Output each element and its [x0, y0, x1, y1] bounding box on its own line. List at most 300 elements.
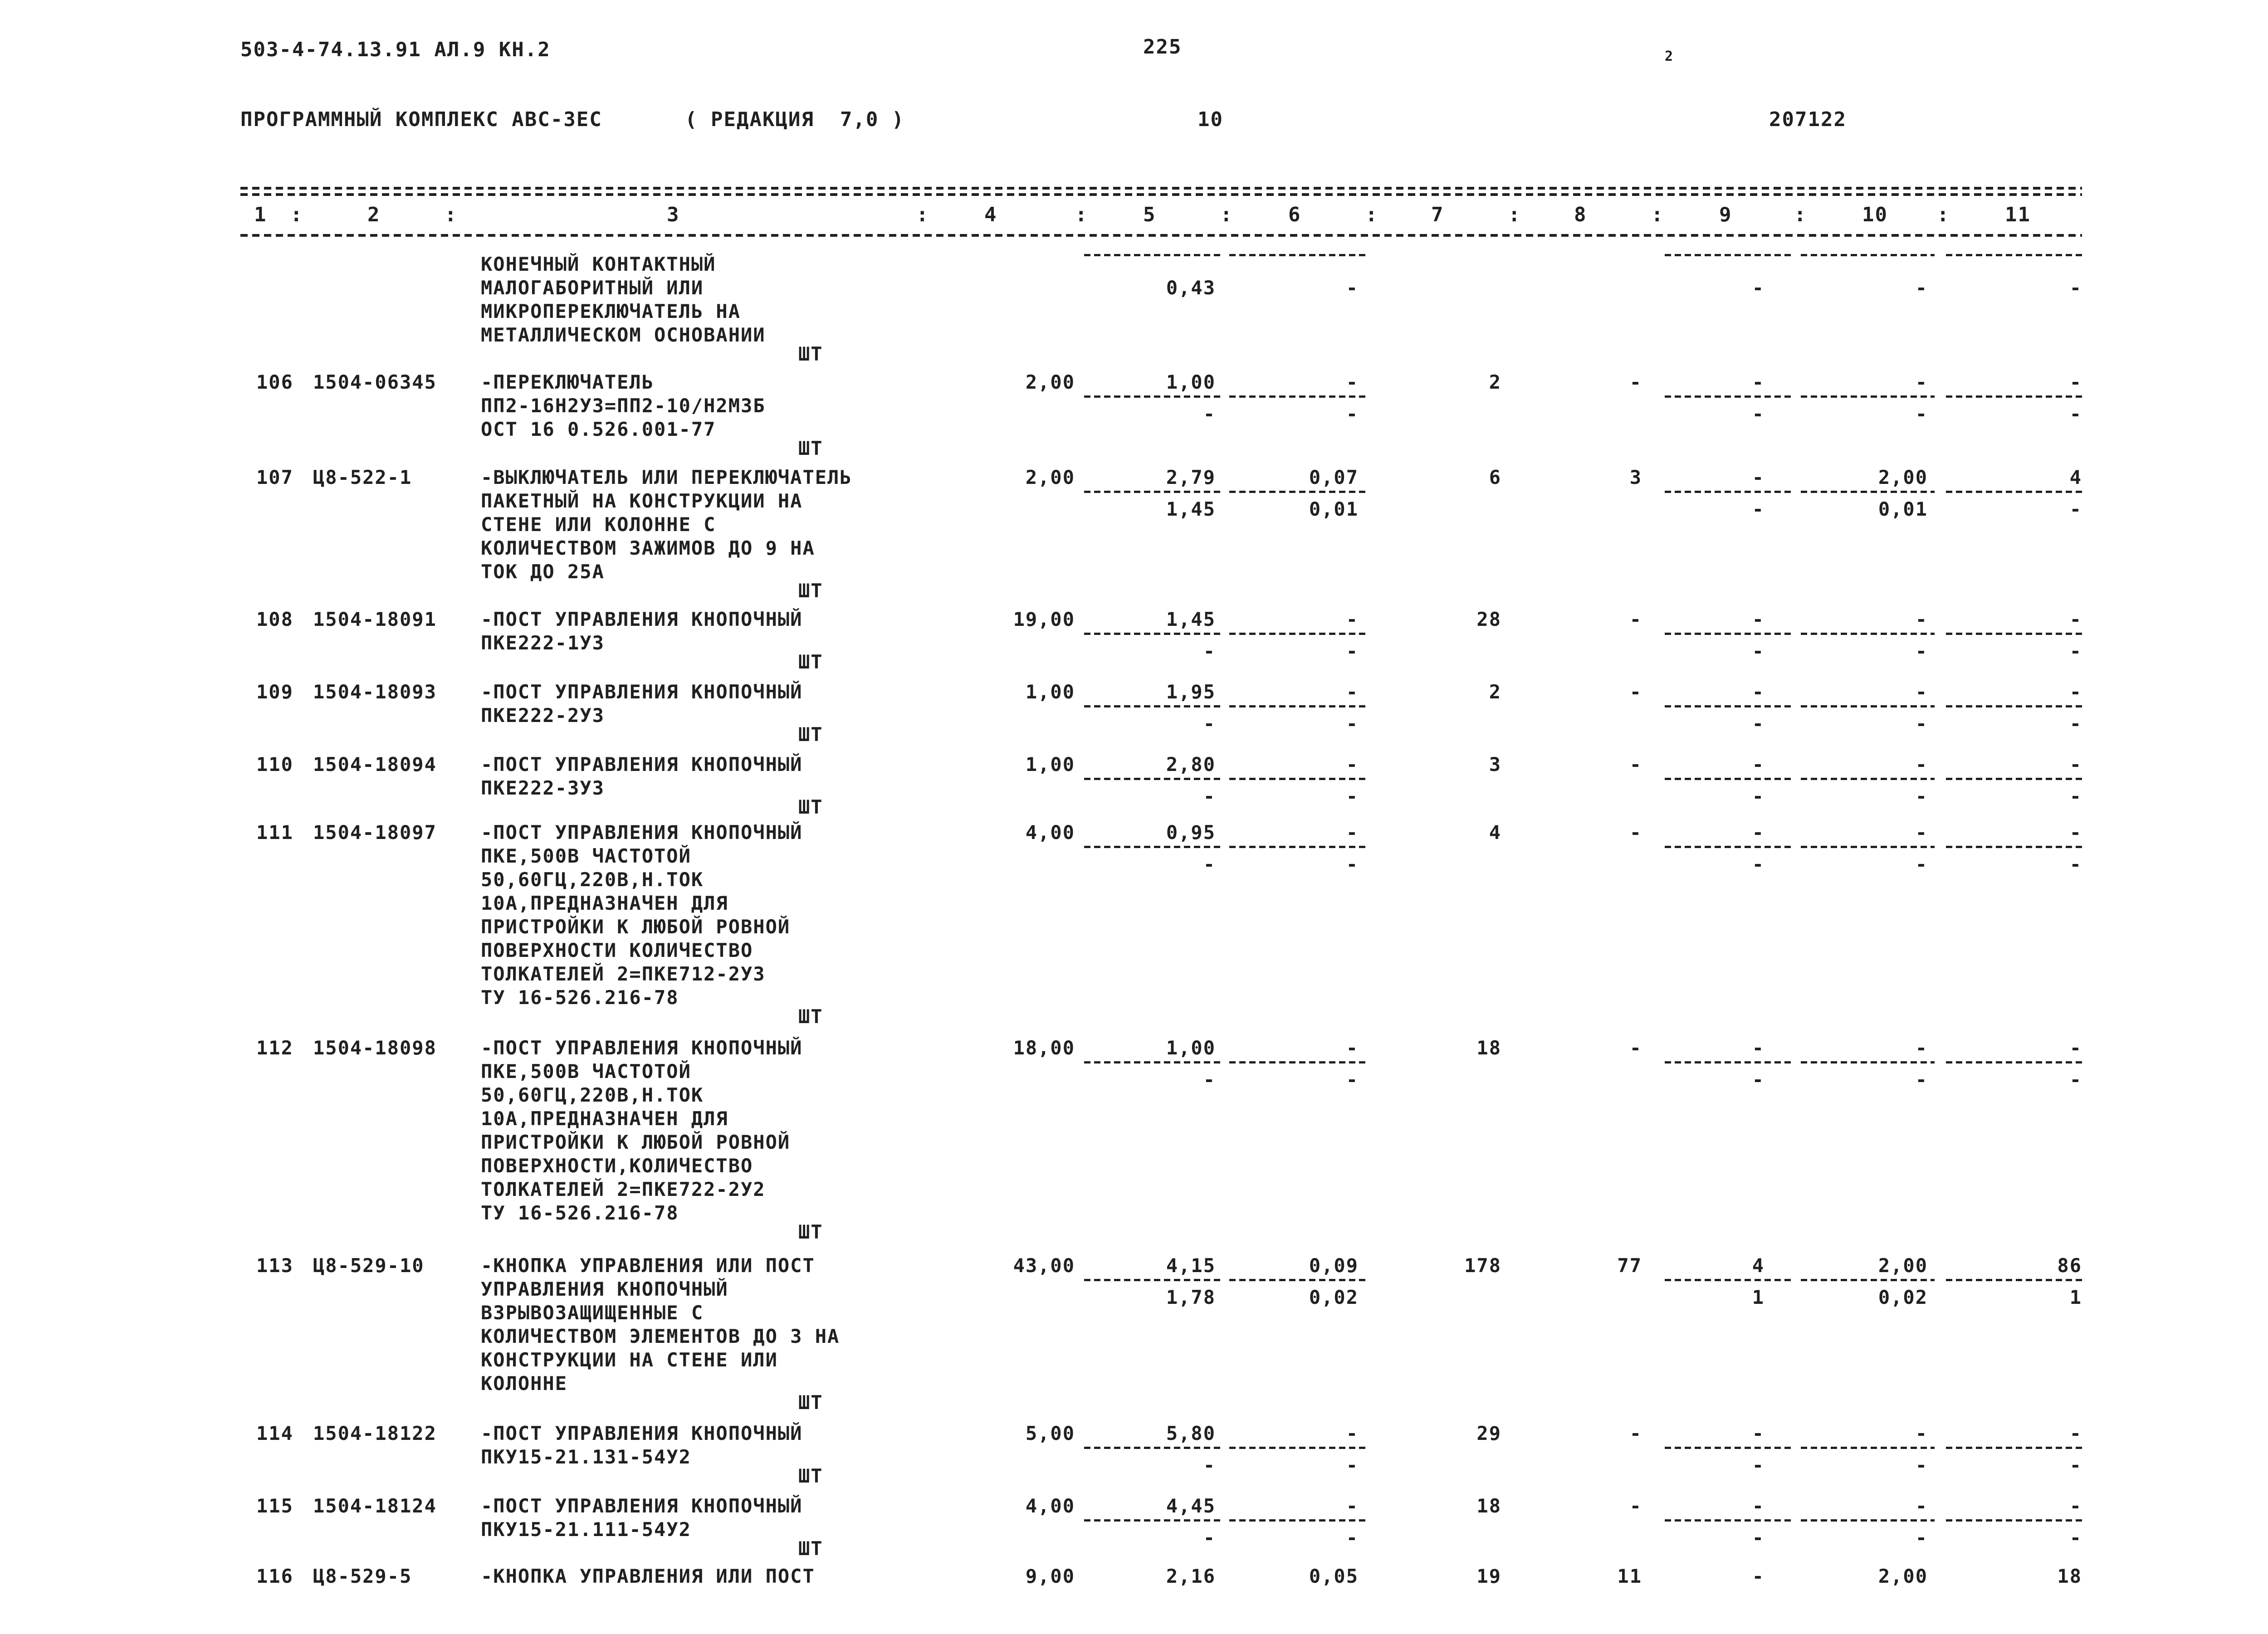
cell-c10b: -: [1915, 403, 1928, 425]
cell-rule: [1946, 633, 2082, 635]
cell-c6: -: [1346, 277, 1359, 299]
cell-rule: [1084, 254, 1220, 256]
cell-c6: -: [1346, 1037, 1359, 1059]
cell-c8: -: [1629, 821, 1642, 844]
row-number: 110: [256, 753, 293, 776]
cell-c5: 1,00: [1166, 1037, 1216, 1059]
cell-c5: 0,43: [1166, 277, 1216, 299]
item-description-line: МИКРОПЕРЕКЛЮЧАТЕЛЬ НА: [481, 300, 741, 322]
column-separator: :: [916, 203, 929, 226]
cell-c11: 18: [2057, 1565, 2082, 1587]
cell-rule: [1229, 705, 1365, 707]
rate-code: 1504-18094: [313, 753, 437, 776]
program-title: ПРОГРАММНЫЙ КОМПЛЕКС АВС-ЗЕС: [240, 108, 602, 131]
item-description-line: ТУ 16-526.216-78: [481, 986, 679, 1009]
cell-c9: -: [1752, 608, 1765, 630]
cell-c4: 9,00: [1025, 1565, 1075, 1587]
cell-c9b: -: [1752, 403, 1765, 425]
item-description-line: 10А,ПРЕДНАЗНАЧЕН ДЛЯ: [481, 892, 728, 914]
item-description-line: ТОЛКАТЕЛЕЙ 2=ПКЕ722-2У2: [481, 1178, 766, 1200]
cell-c4: 4,00: [1025, 1495, 1075, 1517]
cell-rule: [1946, 1519, 2082, 1522]
cell-c5: 2,79: [1166, 466, 1216, 488]
cell-c9b: -: [1752, 853, 1765, 875]
column-header-8: 8: [1574, 203, 1587, 226]
cell-rule: [1946, 1061, 2082, 1063]
cell-rule: [1946, 254, 2082, 256]
row-number: 112: [256, 1037, 293, 1059]
cell-c7: 2: [1489, 681, 1501, 703]
cell-rule: [1665, 778, 1792, 780]
cell-rule: [1229, 1061, 1365, 1063]
cell-c7: 18: [1476, 1495, 1501, 1517]
cell-rule: [1665, 1061, 1792, 1063]
cell-c6b: -: [1346, 1454, 1359, 1476]
cell-c4: 18,00: [1013, 1037, 1075, 1059]
cell-c6b: -: [1346, 853, 1359, 875]
cell-c6: -: [1346, 1495, 1359, 1517]
cell-c10: -: [1915, 1422, 1928, 1444]
cell-c6: -: [1346, 608, 1359, 630]
cell-rule: [1946, 1447, 2082, 1449]
cell-c9b: -: [1752, 498, 1765, 520]
item-description-line: ПАКЕТНЫЙ НА КОНСТРУКЦИИ НА: [481, 490, 803, 512]
cell-c6: -: [1346, 1422, 1359, 1444]
cell-c7: 3: [1489, 753, 1501, 776]
cell-c11b: -: [2069, 785, 2082, 807]
item-description-line: ПКЕ,500В ЧАСТОТОЙ: [481, 845, 691, 867]
cell-c10b: 0,01: [1878, 498, 1928, 520]
cell-c11: -: [2069, 1037, 2082, 1059]
column-separator: :: [1651, 203, 1664, 226]
cell-c7: 2: [1489, 371, 1501, 393]
cell-c11: -: [2069, 1422, 2082, 1444]
item-description-line: -ПОСТ УПРАВЛЕНИЯ КНОПОЧНЫЙ: [481, 1037, 803, 1059]
cell-rule: [1084, 846, 1220, 848]
cell-c8: -: [1629, 1495, 1642, 1517]
column-header-6: 6: [1288, 203, 1301, 226]
cell-c9b: -: [1752, 712, 1765, 735]
column-header-4: 4: [984, 203, 997, 226]
cell-c5b: 1,78: [1166, 1286, 1216, 1308]
cell-c7: 178: [1464, 1254, 1501, 1277]
cell-rule: [1801, 846, 1935, 848]
cell-rule: [1801, 778, 1935, 780]
cell-c4: 1,00: [1025, 681, 1075, 703]
cell-c11b: -: [2069, 853, 2082, 875]
cell-rule: [1229, 1447, 1365, 1449]
cell-c9: -: [1752, 1495, 1765, 1517]
document-number: 207122: [1769, 108, 1847, 131]
row-number: 108: [256, 608, 293, 630]
item-description-line: ПКУ15-21.111-54У2: [481, 1518, 691, 1541]
cell-c9: -: [1752, 821, 1765, 844]
column-separator: :: [1220, 203, 1233, 226]
cell-rule: [1801, 705, 1935, 707]
cell-rule: [1084, 633, 1220, 635]
cell-c5: 4,45: [1166, 1495, 1216, 1517]
cell-rule: [1084, 1447, 1220, 1449]
item-description-line: -ПОСТ УПРАВЛЕНИЯ КНОПОЧНЫЙ: [481, 1422, 803, 1444]
cell-c11: -: [2069, 277, 2082, 299]
column-header-1: 1: [254, 203, 267, 226]
cell-c7: 19: [1476, 1565, 1501, 1587]
cell-c9: -: [1752, 1565, 1765, 1587]
cell-c11b: -: [2069, 498, 2082, 520]
item-description-line: МЕТАЛЛИЧЕСКОМ ОСНОВАНИИ: [481, 324, 766, 346]
cell-c10: -: [1915, 608, 1928, 630]
cell-c8: 3: [1629, 466, 1642, 488]
item-description-line: ТОК ДО 25А: [481, 561, 605, 583]
item-description-line: ПОВЕРХНОСТИ КОЛИЧЕСТВО: [481, 939, 753, 961]
rate-code: 1504-18122: [313, 1422, 437, 1444]
column-separator: :: [1365, 203, 1378, 226]
cell-c8: -: [1629, 1422, 1642, 1444]
cell-c9b: -: [1752, 1527, 1765, 1549]
rate-code: 1504-18124: [313, 1495, 437, 1517]
cell-c9b: 1: [1752, 1286, 1765, 1308]
cell-c4: 19,00: [1013, 608, 1075, 630]
cell-c5b: -: [1203, 785, 1216, 807]
cell-c5b: -: [1203, 712, 1216, 735]
cell-rule: [1084, 1519, 1220, 1522]
row-number: 106: [256, 371, 293, 393]
cell-c7: 6: [1489, 466, 1501, 488]
cell-c6b: -: [1346, 1527, 1359, 1549]
item-description-line: ПРИСТРОЙКИ К ЛЮБОЙ РОВНОЙ: [481, 916, 791, 938]
cell-rule: [1801, 1447, 1935, 1449]
unit-label: ШТ: [798, 1391, 823, 1414]
cell-c5b: -: [1203, 1068, 1216, 1091]
cell-rule: [1229, 395, 1365, 398]
cell-rule: [1229, 254, 1365, 256]
cell-rule: [1665, 491, 1792, 493]
cell-c4: 4,00: [1025, 821, 1075, 844]
cell-rule: [1801, 1061, 1935, 1063]
cell-c6: -: [1346, 371, 1359, 393]
cell-rule: [1946, 778, 2082, 780]
cell-c9: -: [1752, 277, 1765, 299]
cell-c10b: -: [1915, 1068, 1928, 1091]
unit-label: ШТ: [798, 343, 823, 365]
cell-c7: 29: [1476, 1422, 1501, 1444]
cell-c11: -: [2069, 753, 2082, 776]
column-separator: :: [445, 203, 458, 226]
item-description-line: ПОВЕРХНОСТИ,КОЛИЧЕСТВО: [481, 1155, 753, 1177]
cell-c10: -: [1915, 753, 1928, 776]
cell-c6: 0,07: [1309, 466, 1359, 488]
item-description-line: -ПОСТ УПРАВЛЕНИЯ КНОПОЧНЫЙ: [481, 821, 803, 844]
cell-c6: -: [1346, 821, 1359, 844]
cell-rule: [1946, 491, 2082, 493]
cell-c10: -: [1915, 681, 1928, 703]
cell-c11b: -: [2069, 1454, 2082, 1476]
cell-c11: -: [2069, 608, 2082, 630]
rate-code: 1504-18093: [313, 681, 437, 703]
cell-c11: 86: [2057, 1254, 2082, 1277]
cell-c5b: 1,45: [1166, 498, 1216, 520]
item-description-line: -ПОСТ УПРАВЛЕНИЯ КНОПОЧНЫЙ: [481, 753, 803, 776]
item-description-line: МАЛОГАБОРИТНЫЙ ИЛИ: [481, 277, 704, 299]
cell-c9: 4: [1752, 1254, 1765, 1277]
item-description-line: -ВЫКЛЮЧАТЕЛЬ ИЛИ ПЕРЕКЛЮЧАТЕЛЬ: [481, 466, 852, 488]
cell-c8: -: [1629, 608, 1642, 630]
cell-c7: 4: [1489, 821, 1501, 844]
cell-c6b: 0,01: [1309, 498, 1359, 520]
column-header-9: 9: [1719, 203, 1732, 226]
unit-label: ШТ: [798, 651, 823, 673]
item-description-line: КОНЕЧНЫЙ КОНТАКТНЫЙ: [481, 253, 716, 275]
cell-c8: 11: [1617, 1565, 1642, 1587]
cell-c9b: -: [1752, 1068, 1765, 1091]
cell-rule: [1665, 633, 1792, 635]
rate-code: Ц8-529-10: [313, 1254, 425, 1277]
cell-rule: [1084, 778, 1220, 780]
cell-rule: [1801, 1279, 1935, 1281]
cell-c10b: -: [1915, 785, 1928, 807]
cell-c10b: 0,02: [1878, 1286, 1928, 1308]
header-rule-mid: [240, 193, 2082, 196]
item-description-line: -ПОСТ УПРАВЛЕНИЯ КНОПОЧНЫЙ: [481, 608, 803, 630]
row-number: 115: [256, 1495, 293, 1517]
cell-c9b: -: [1752, 1454, 1765, 1476]
item-description-line: 10А,ПРЕДНАЗНАЧЕН ДЛЯ: [481, 1107, 728, 1130]
cell-c10b: -: [1915, 853, 1928, 875]
item-description-line: ПП2-16Н2У3=ПП2-10/Н2М3Б: [481, 395, 766, 417]
row-number: 114: [256, 1422, 293, 1444]
item-description-line: -КНОПКА УПРАВЛЕНИЯ ИЛИ ПОСТ: [481, 1565, 815, 1587]
cell-rule: [1665, 1279, 1792, 1281]
cell-c11b: 1: [2069, 1286, 2082, 1308]
cell-c5b: -: [1203, 1454, 1216, 1476]
cell-c8: -: [1629, 1037, 1642, 1059]
cell-c11: -: [2069, 681, 2082, 703]
cell-c5b: -: [1203, 853, 1216, 875]
cell-rule: [1946, 1279, 2082, 1281]
edition-label: ( РЕДАКЦИЯ 7,0 ): [685, 108, 905, 131]
cell-c10: -: [1915, 1037, 1928, 1059]
column-header-2: 2: [367, 203, 381, 226]
item-description-line: ТОЛКАТЕЛЕЙ 2=ПКЕ712-2У3: [481, 963, 766, 985]
header-rule-bottom: [240, 234, 2082, 237]
cell-rule: [1665, 1447, 1792, 1449]
cell-c8: -: [1629, 371, 1642, 393]
cell-c9: -: [1752, 753, 1765, 776]
cell-c5: 2,16: [1166, 1565, 1216, 1587]
cell-c5: 4,15: [1166, 1254, 1216, 1277]
cell-rule: [1665, 846, 1792, 848]
cell-rule: [1229, 778, 1365, 780]
cell-rule: [1946, 705, 2082, 707]
cell-c10: -: [1915, 371, 1928, 393]
cell-c9: -: [1752, 1422, 1765, 1444]
cell-c10: 2,00: [1878, 1254, 1928, 1277]
cell-c4: 2,00: [1025, 466, 1075, 488]
cell-c5: 1,95: [1166, 681, 1216, 703]
cell-rule: [1801, 633, 1935, 635]
item-description-line: -ПОСТ УПРАВЛЕНИЯ КНОПОЧНЫЙ: [481, 1495, 803, 1517]
cell-c9: -: [1752, 1037, 1765, 1059]
rate-code: 1504-18097: [313, 821, 437, 844]
cell-c7: 28: [1476, 608, 1501, 630]
cell-rule: [1801, 491, 1935, 493]
cell-c10b: -: [1915, 1454, 1928, 1476]
cell-c4: 43,00: [1013, 1254, 1075, 1277]
column-header-10: 10: [1862, 203, 1888, 226]
rate-code: 1504-06345: [313, 371, 437, 393]
unit-label: ШТ: [798, 723, 823, 746]
item-description-line: ТУ 16-526.216-78: [481, 1202, 679, 1224]
item-description-line: ПКЕ222-2У3: [481, 704, 605, 727]
cell-c11b: -: [2069, 640, 2082, 662]
cell-c6b: 0,02: [1309, 1286, 1359, 1308]
cell-rule: [1084, 491, 1220, 493]
cell-c6b: -: [1346, 640, 1359, 662]
column-header-3: 3: [667, 203, 680, 226]
column-separator: :: [1794, 203, 1807, 226]
item-description-line: -КНОПКА УПРАВЛЕНИЯ ИЛИ ПОСТ: [481, 1254, 815, 1277]
item-description-line: ПРИСТРОЙКИ К ЛЮБОЙ РОВНОЙ: [481, 1131, 791, 1153]
corner-mark: 2: [1665, 49, 1674, 64]
unit-label: ШТ: [798, 1005, 823, 1028]
rate-code: Ц8-529-5: [313, 1565, 412, 1587]
cell-c8: -: [1629, 681, 1642, 703]
cell-c6: -: [1346, 753, 1359, 776]
cell-c6b: -: [1346, 785, 1359, 807]
cell-rule: [1229, 1279, 1365, 1281]
item-description-line: КОЛИЧЕСТВОМ ЗАЖИМОВ ДО 9 НА: [481, 537, 815, 559]
cell-c6: -: [1346, 681, 1359, 703]
cell-c10: -: [1915, 1495, 1928, 1517]
cell-c9: -: [1752, 466, 1765, 488]
cell-c4: 2,00: [1025, 371, 1075, 393]
cell-c5b: -: [1203, 1527, 1216, 1549]
column-separator: :: [1075, 203, 1088, 226]
cell-c5: 1,45: [1166, 608, 1216, 630]
item-description-line: ПКЕ222-3У3: [481, 777, 605, 799]
cell-c6: 0,09: [1309, 1254, 1359, 1277]
item-description-line: УПРАВЛЕНИЯ КНОПОЧНЫЙ: [481, 1278, 728, 1300]
column-header-5: 5: [1143, 203, 1156, 226]
cell-c9b: -: [1752, 785, 1765, 807]
row-number: 111: [256, 821, 293, 844]
item-description-line: -ПЕРЕКЛЮЧАТЕЛЬ: [481, 371, 655, 393]
cell-c6b: -: [1346, 1068, 1359, 1091]
cell-c8: -: [1629, 753, 1642, 776]
rate-code: Ц8-522-1: [313, 466, 412, 488]
cell-rule: [1665, 395, 1792, 398]
rate-code: 1504-18098: [313, 1037, 437, 1059]
cell-c10: 2,00: [1878, 466, 1928, 488]
row-number: 116: [256, 1565, 293, 1587]
cell-rule: [1084, 1061, 1220, 1063]
cell-c5: 2,80: [1166, 753, 1216, 776]
item-description-line: КОНСТРУКЦИИ НА СТЕНЕ ИЛИ: [481, 1349, 778, 1371]
cell-rule: [1801, 1519, 1935, 1522]
cell-c9b: -: [1752, 640, 1765, 662]
cell-rule: [1946, 846, 2082, 848]
header-rule-top: [240, 187, 2082, 190]
item-description-line: ПКЕ222-1У3: [481, 632, 605, 654]
cell-rule: [1229, 1519, 1365, 1522]
cell-c11b: -: [2069, 1527, 2082, 1549]
column-header-7: 7: [1431, 203, 1444, 226]
cell-rule: [1084, 395, 1220, 398]
cell-rule: [1665, 1519, 1792, 1522]
row-number: 113: [256, 1254, 293, 1277]
cell-c11: 4: [2069, 466, 2082, 488]
cell-c4: 1,00: [1025, 753, 1075, 776]
rate-code: 1504-18091: [313, 608, 437, 630]
row-number: 109: [256, 681, 293, 703]
cell-c5: 0,95: [1166, 821, 1216, 844]
cell-c9: -: [1752, 371, 1765, 393]
column-header-11: 11: [2005, 203, 2031, 226]
cell-c10b: -: [1915, 1527, 1928, 1549]
document-code: 503-4-74.13.91 АЛ.9 КН.2: [240, 38, 551, 61]
cell-c11: -: [2069, 371, 2082, 393]
cell-c6: 0,05: [1309, 1565, 1359, 1587]
cell-rule: [1084, 705, 1220, 707]
cell-c5b: -: [1203, 640, 1216, 662]
unit-label: ШТ: [798, 1221, 823, 1243]
cell-c11b: -: [2069, 712, 2082, 735]
cell-c11b: -: [2069, 403, 2082, 425]
item-description-line: -ПОСТ УПРАВЛЕНИЯ КНОПОЧНЫЙ: [481, 681, 803, 703]
item-description-line: ОСТ 16 0.526.001-77: [481, 418, 716, 440]
cell-c10b: -: [1915, 640, 1928, 662]
item-description-line: КОЛОННЕ: [481, 1372, 568, 1395]
cell-rule: [1801, 254, 1935, 256]
unit-label: ШТ: [798, 1537, 823, 1560]
cell-rule: [1229, 846, 1365, 848]
column-separator: :: [1508, 203, 1521, 226]
cell-c4: 5,00: [1025, 1422, 1075, 1444]
cell-rule: [1946, 395, 2082, 398]
unit-label: ШТ: [798, 796, 823, 818]
cell-rule: [1229, 491, 1365, 493]
row-number: 107: [256, 466, 293, 488]
cell-rule: [1084, 1279, 1220, 1281]
sheet-number: 10: [1198, 108, 1223, 131]
cell-c5: 1,00: [1166, 371, 1216, 393]
item-description-line: ПКУ15-21.131-54У2: [481, 1446, 691, 1468]
cell-c5: 5,80: [1166, 1422, 1216, 1444]
page-number: 225: [1143, 35, 1182, 59]
item-description-line: ПКЕ,500В ЧАСТОТОЙ: [481, 1060, 691, 1083]
cell-rule: [1801, 395, 1935, 398]
cell-rule: [1665, 254, 1792, 256]
unit-label: ШТ: [798, 1465, 823, 1487]
cell-c10: -: [1915, 277, 1928, 299]
cell-c10b: -: [1915, 712, 1928, 735]
item-description-line: 50,60ГЦ,220В,Н.ТОК: [481, 1084, 704, 1106]
cell-rule: [1229, 633, 1365, 635]
column-separator: :: [1937, 203, 1950, 226]
cell-c8: 77: [1617, 1254, 1642, 1277]
cell-c6b: -: [1346, 712, 1359, 735]
cell-c7: 18: [1476, 1037, 1501, 1059]
cell-c5b: -: [1203, 403, 1216, 425]
item-description-line: СТЕНЕ ИЛИ КОЛОННЕ С: [481, 513, 716, 536]
item-description-line: КОЛИЧЕСТВОМ ЭЛЕМЕНТОВ ДО 3 НА: [481, 1325, 840, 1347]
cell-c11: -: [2069, 1495, 2082, 1517]
cell-c10: -: [1915, 821, 1928, 844]
cell-c11: -: [2069, 821, 2082, 844]
cell-c6b: -: [1346, 403, 1359, 425]
cell-rule: [1665, 705, 1792, 707]
unit-label: ШТ: [798, 437, 823, 459]
